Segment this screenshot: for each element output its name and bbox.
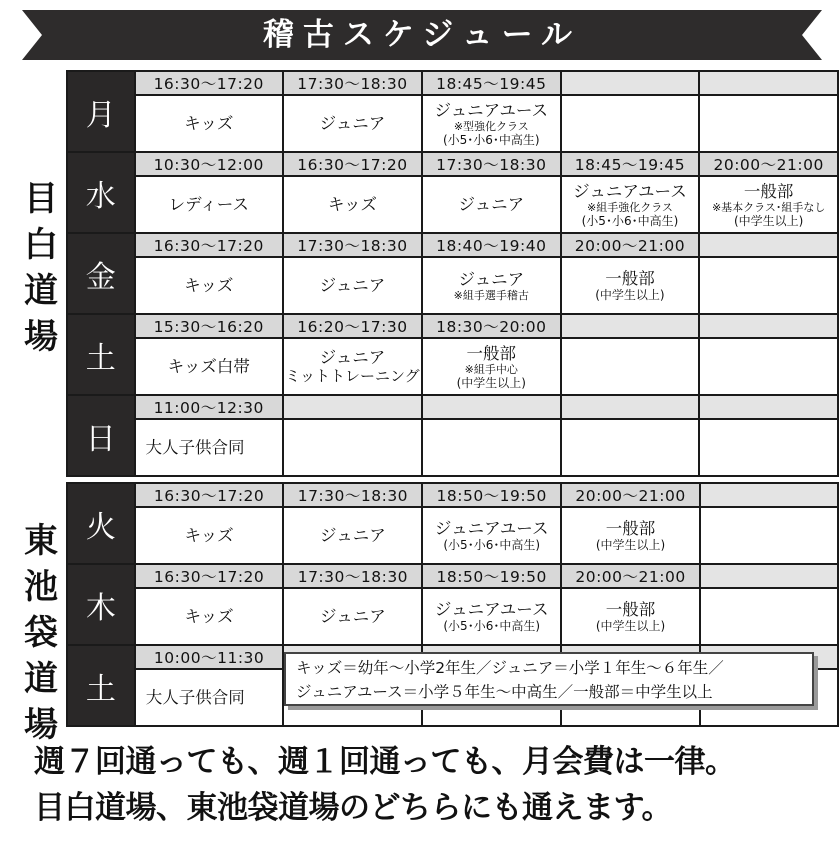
class-name: キッズ — [184, 276, 234, 295]
time-cell: 16:30〜17:20 — [135, 71, 283, 95]
time-cell: 10:30〜12:00 — [135, 152, 283, 176]
class-name: ジュニアユース — [434, 519, 549, 538]
time-cell — [699, 395, 838, 419]
class-note: ※組手選手稽古 — [453, 288, 529, 302]
dojo-label-char: 道 — [24, 271, 58, 311]
class-row — [67, 95, 838, 152]
time-cell: 15:30〜16:20 — [135, 314, 283, 338]
class-note: ミットトレーニング — [285, 366, 420, 385]
class-name: キッズ — [327, 195, 378, 214]
class-cell — [561, 338, 700, 395]
time-row — [67, 152, 838, 176]
class-row — [67, 419, 838, 476]
class-cell — [561, 95, 700, 152]
time-cell: 17:30〜18:30 — [283, 233, 422, 257]
class-note: ※組手強化クラス — [587, 200, 673, 214]
time-cell: 18:45〜19:45 — [561, 152, 700, 176]
time-cell — [561, 395, 700, 419]
class-cell — [561, 507, 700, 564]
class-note: (中学生以上) — [595, 538, 666, 552]
time-cell — [700, 564, 838, 588]
time-cell: 20:00〜21:00 — [699, 152, 838, 176]
class-note-2: (小5･小6･中高生) — [581, 213, 679, 228]
class-cell — [283, 95, 422, 152]
class-note: ※型強化クラス — [453, 119, 529, 133]
time-cell: 16:30〜17:20 — [135, 483, 284, 507]
class-cell — [700, 507, 838, 564]
class-cell — [422, 338, 561, 395]
class-note: (小5･小6･中高生) — [443, 619, 541, 633]
time-cell: 16:30〜17:20 — [283, 152, 422, 176]
class-note: ※基本クラス･組手なし — [711, 200, 826, 214]
legend-line-2: ジュニアユース＝小学５年生〜中高生／一般部＝中学生以上 — [296, 683, 713, 701]
time-cell: 18:50〜19:50 — [422, 564, 561, 588]
class-name: ジュニアユース — [434, 600, 549, 619]
mejiro-dojo-label — [18, 176, 64, 360]
class-cell — [561, 419, 700, 476]
footer-line-1: 週７回通っても、週１回通っても、月会費は一律。 — [34, 744, 736, 780]
class-name: ジュニア — [320, 607, 386, 626]
time-cell: 16:30〜17:20 — [135, 233, 283, 257]
class-cell — [561, 257, 700, 314]
class-name: キッズ — [184, 607, 234, 626]
class-row — [67, 507, 838, 564]
time-row — [67, 395, 838, 419]
class-name: ジュニア — [458, 195, 525, 214]
time-row — [67, 314, 838, 338]
class-row — [67, 588, 838, 645]
class-name: ジュニア — [319, 347, 386, 367]
class-cell — [283, 338, 422, 395]
time-cell: 20:00〜21:00 — [561, 564, 700, 588]
class-row — [67, 338, 838, 395]
class-cell — [422, 588, 561, 645]
class-note: (小5･小6･中高生) — [443, 538, 541, 552]
class-name: ジュニア — [320, 526, 386, 545]
time-cell — [699, 233, 838, 257]
day-cell: 月 — [67, 71, 135, 152]
class-cell — [135, 176, 283, 233]
time-cell: 18:30〜20:00 — [422, 314, 561, 338]
page-title: 稽古スケジュール — [262, 17, 582, 53]
class-cell — [699, 176, 838, 233]
time-cell: 17:30〜18:30 — [422, 152, 561, 176]
class-name: 一般部 — [743, 181, 794, 201]
class-cell — [135, 507, 284, 564]
class-name: ジュニア — [319, 276, 386, 295]
class-cell — [135, 669, 284, 726]
time-cell — [422, 395, 561, 419]
class-cell — [422, 257, 561, 314]
dojo-label-char: 白 — [24, 225, 58, 265]
class-cell — [135, 95, 283, 152]
time-cell: 17:30〜18:30 — [283, 71, 422, 95]
class-note-2: (中学生以上) — [456, 375, 526, 390]
time-cell: 20:00〜21:00 — [561, 483, 700, 507]
class-cell — [135, 257, 283, 314]
class-cell — [699, 95, 838, 152]
class-cell — [422, 419, 561, 476]
class-name: 一般部 — [605, 269, 655, 288]
class-cell — [283, 257, 422, 314]
time-cell: 17:30〜18:30 — [283, 564, 422, 588]
time-cell: 10:00〜11:30 — [135, 645, 284, 669]
day-cell: 金 — [67, 233, 135, 314]
class-cell — [699, 257, 838, 314]
time-cell: 20:00〜21:00 — [561, 233, 700, 257]
day-cell: 水 — [67, 152, 135, 233]
class-cell — [422, 95, 561, 152]
dojo-label-char: 道 — [24, 659, 58, 699]
class-cell — [699, 338, 838, 395]
higashi-dojo-label-vertical — [18, 518, 64, 748]
higashi-dojo-label — [18, 518, 64, 748]
class-name: 一般部 — [605, 600, 656, 619]
footer-line-2: 目白道場、東池袋道場のどちらにも通えます。 — [34, 790, 673, 826]
dojo-label-char: 東 — [24, 521, 58, 561]
time-cell: 11:00〜12:30 — [135, 395, 283, 419]
time-cell — [699, 71, 838, 95]
class-cell — [283, 419, 422, 476]
day-cell: 土 — [67, 645, 135, 726]
day-cell: 日 — [67, 395, 135, 476]
class-name: キッズ — [184, 526, 234, 545]
class-cell — [283, 588, 422, 645]
class-note: (中学生以上) — [595, 288, 665, 302]
class-cell — [283, 176, 422, 233]
time-row — [67, 71, 838, 95]
class-note-2: (小5･小6･中高生) — [442, 132, 540, 147]
class-name: ジュニアユース — [573, 181, 687, 201]
class-name: 大人子供合同 — [145, 438, 245, 457]
time-cell: 16:30〜17:20 — [135, 564, 284, 588]
time-row — [67, 483, 838, 507]
class-cell — [135, 338, 283, 395]
time-cell — [699, 314, 838, 338]
class-note: (中学生以上) — [595, 619, 666, 633]
class-name: ジュニア — [458, 269, 525, 289]
class-row — [67, 257, 838, 314]
class-row — [67, 176, 838, 233]
time-cell — [561, 314, 700, 338]
time-row — [67, 564, 838, 588]
time-cell — [283, 395, 422, 419]
dojo-label-char: 場 — [24, 705, 58, 745]
class-name: キッズ — [184, 114, 234, 133]
day-cell: 火 — [67, 483, 135, 564]
class-cell — [422, 176, 561, 233]
time-cell: 18:45〜19:45 — [422, 71, 561, 95]
class-cell — [561, 176, 700, 233]
dojo-label-char: 袋 — [24, 613, 58, 653]
class-cell — [422, 507, 561, 564]
class-name: 一般部 — [605, 519, 656, 538]
time-cell: 18:40〜19:40 — [422, 233, 561, 257]
time-cell — [700, 483, 838, 507]
mejiro-schedule-table — [66, 70, 839, 477]
day-cell: 木 — [67, 564, 135, 645]
class-name: ジュニアユース — [434, 100, 549, 120]
class-name: キッズ白帯 — [167, 357, 250, 376]
class-note: ※組手中心 — [464, 362, 518, 376]
class-name: 一般部 — [466, 343, 517, 363]
class-name: 大人子供合同 — [145, 688, 245, 707]
dojo-label-char: 池 — [24, 567, 58, 607]
class-cell — [135, 588, 284, 645]
class-legend — [284, 652, 814, 706]
time-cell: 18:50〜19:50 — [422, 483, 561, 507]
dojo-label-char: 場 — [24, 317, 58, 357]
legend-line-1: キッズ＝幼年〜小学2年生／ジュニア＝小学１年生〜６年生／ — [296, 659, 724, 677]
class-cell — [135, 419, 283, 476]
time-cell — [561, 71, 700, 95]
class-cell — [699, 419, 838, 476]
class-cell — [700, 588, 838, 645]
day-cell: 土 — [67, 314, 135, 395]
mejiro-dojo-label-vertical — [18, 176, 64, 360]
class-name: レディース — [168, 195, 249, 214]
class-name: ジュニア — [319, 114, 386, 133]
time-row — [67, 233, 838, 257]
class-cell — [561, 588, 700, 645]
time-cell: 16:20〜17:30 — [283, 314, 422, 338]
time-cell: 17:30〜18:30 — [283, 483, 422, 507]
class-note-2: (中学生以上) — [733, 213, 804, 228]
dojo-label-char: 目 — [24, 179, 58, 219]
class-cell — [283, 507, 422, 564]
